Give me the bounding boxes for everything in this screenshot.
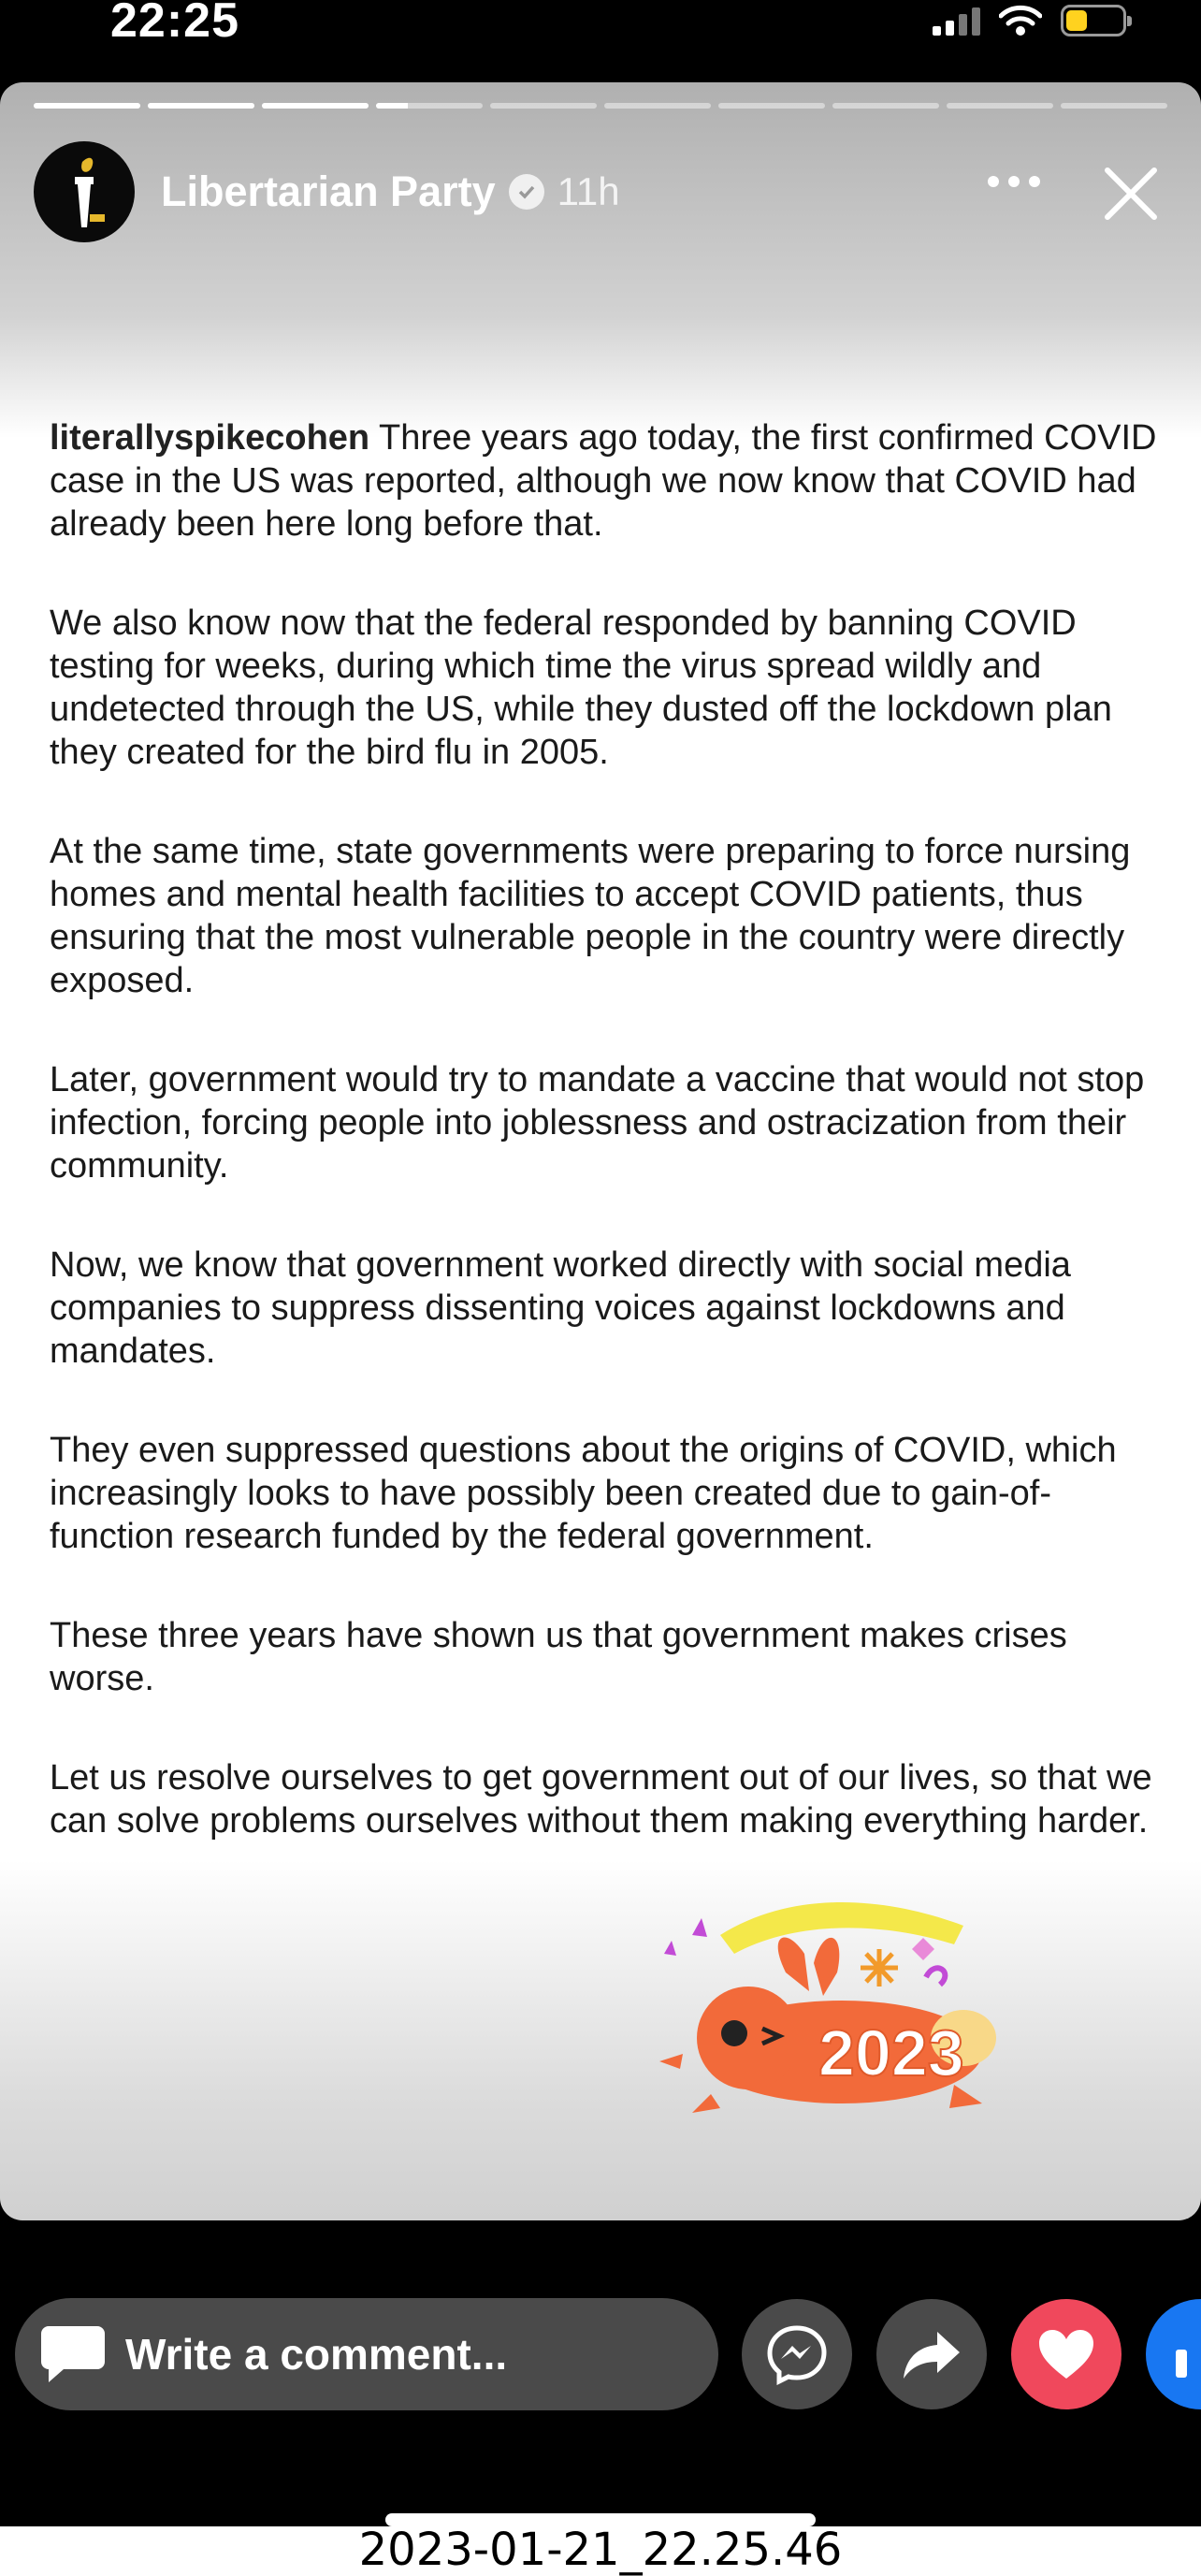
progress-segment <box>1061 103 1167 109</box>
post-paragraph: At the same time, state governments were preparing to force nursing homes and mental health facilities to accept COVID patients, thus ensuring that the most vulnerable people in the country were directly exposed. <box>50 832 1131 1000</box>
post-author[interactable]: literallyspikecohen <box>50 418 370 458</box>
status-time: 22:25 <box>110 0 239 48</box>
like-icon <box>1172 2325 1201 2383</box>
page-name[interactable]: Libertarian Party <box>161 167 496 215</box>
post-paragraph: Now, we know that government worked directly with social media companies to suppress dissenting voices against lockdowns and mandates. <box>50 1245 1071 1371</box>
progress-segment <box>148 103 254 109</box>
progress-segment <box>947 103 1053 109</box>
post-paragraph: These three years have shown us that government makes crises worse. <box>50 1616 1067 1698</box>
avatar[interactable] <box>34 141 135 242</box>
more-options-button[interactable] <box>988 176 1040 187</box>
verified-icon <box>509 174 544 210</box>
wifi-icon <box>999 5 1042 36</box>
love-reaction-button[interactable] <box>1011 2299 1121 2409</box>
status-icons <box>933 0 1126 41</box>
share-button[interactable] <box>876 2299 987 2409</box>
love-icon <box>1037 2328 1095 2380</box>
screenshot-caption: 2023-01-21_22.25.46 <box>358 2524 843 2576</box>
close-icon[interactable] <box>1102 165 1160 223</box>
progress-segment <box>490 103 597 109</box>
like-reaction-button[interactable] <box>1146 2299 1201 2409</box>
messenger-button[interactable] <box>742 2299 852 2409</box>
progress-segment <box>604 103 711 109</box>
post-paragraph-text: Three years ago today, the first confirmed COVID case in the US was reported, although we now know that COVID had already been here long before that. <box>50 418 1157 544</box>
story-card[interactable] <box>0 82 1201 2220</box>
share-icon <box>902 2328 962 2380</box>
post-paragraph: We also know now that the federal responded by banning COVID testing for weeks, during which time the virus spread wildly and undetected through the US, while they dusted off the lockdown plan they created for the bird flu in 2005. <box>50 604 1112 772</box>
sticker-text: 2023 <box>818 2016 964 2089</box>
progress-segment <box>34 103 140 109</box>
rabbit-2023-sticker <box>645 1898 1038 2141</box>
messenger-icon <box>766 2323 828 2385</box>
progress-segment <box>832 103 939 109</box>
progress-segment <box>262 103 369 109</box>
story-header <box>34 140 620 243</box>
progress-segment <box>718 103 825 109</box>
story-progress-bar <box>34 103 1167 109</box>
time-ago: 11h <box>557 169 620 213</box>
post-paragraph: They even suppressed questions about the origins of COVID, which increasingly looks to have possibly been created due to gain-of-function research funded by the federal government. <box>50 1431 1117 1556</box>
comment-placeholder: Write a comment... <box>125 2330 508 2379</box>
progress-segment <box>376 103 483 109</box>
signal-icon <box>933 6 980 36</box>
post-paragraph: Let us resolve ourselves to get government out of our lives, so that we can solve problems ourselves without them making everything harder. <box>50 1758 1152 1841</box>
post-text <box>50 416 1163 1899</box>
post-paragraph <box>50 416 1163 546</box>
comment-input[interactable] <box>15 2298 718 2410</box>
comment-bubble-icon <box>39 2322 107 2386</box>
battery-icon <box>1061 5 1126 36</box>
post-paragraph: Later, government would try to mandate a vaccine that would not stop infection, forcing people into joblessness and ostracization from their community. <box>50 1060 1145 1186</box>
